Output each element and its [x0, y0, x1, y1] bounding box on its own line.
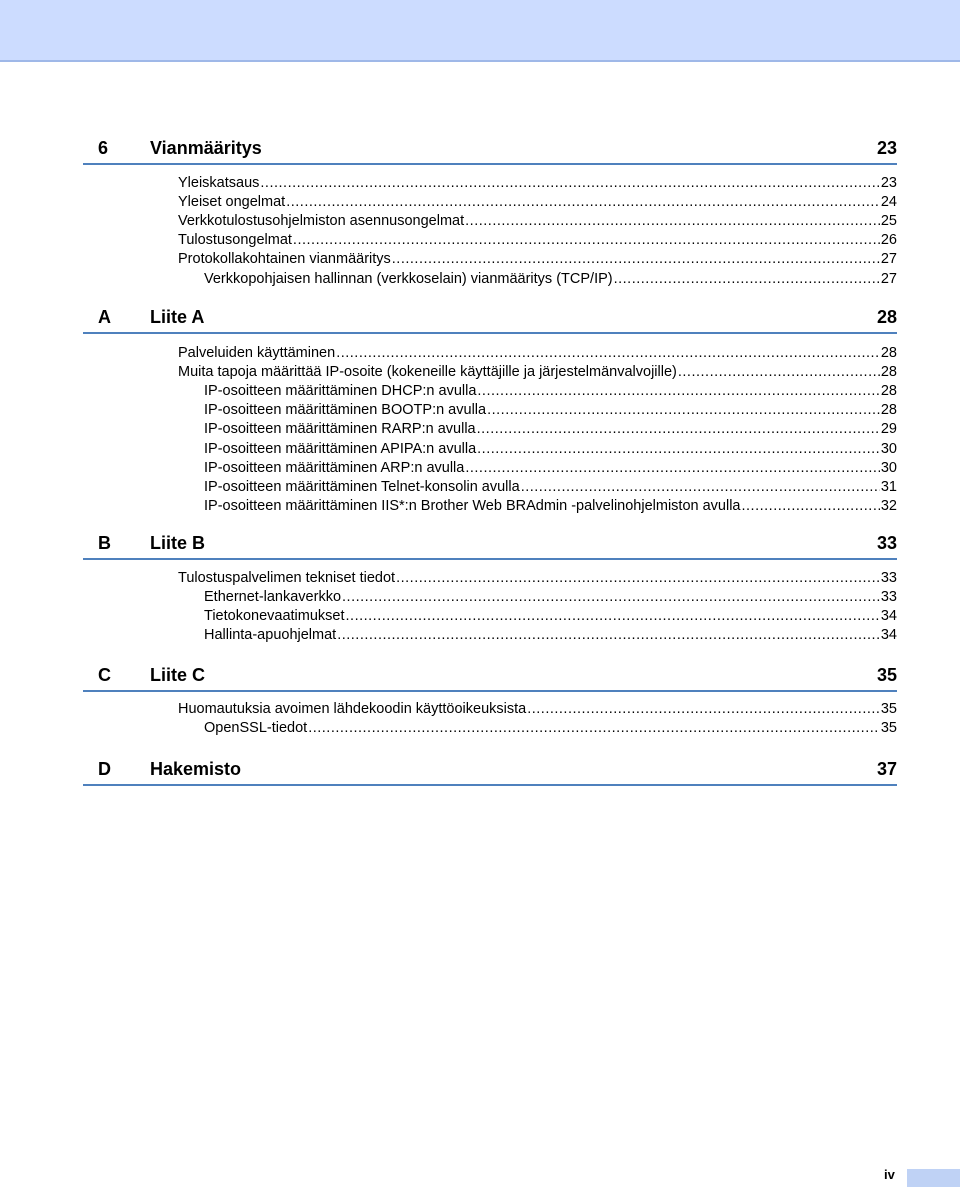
- dot-leader: [346, 608, 880, 625]
- toc-entry-page: 32: [880, 497, 897, 514]
- dot-leader: [678, 364, 880, 381]
- dot-leader: [465, 460, 880, 477]
- toc-entry-page: 28: [880, 383, 897, 400]
- chapter-page-number: 23: [876, 138, 897, 158]
- chapter-page-number: 35: [876, 665, 897, 685]
- toc-entry[interactable]: [204, 438, 897, 458]
- dot-leader: [337, 627, 880, 644]
- toc-entry-page: 26: [880, 232, 897, 249]
- chapter-heading[interactable]: [83, 660, 897, 692]
- toc-entry[interactable]: [204, 380, 897, 400]
- toc-entry-label: IP-osoitteen määrittäminen DHCP:n avulla: [204, 383, 477, 400]
- dot-leader: [392, 251, 880, 268]
- toc-entry-label: Ethernet-lankaverkko: [204, 589, 342, 606]
- toc-entry[interactable]: [204, 495, 897, 515]
- toc-entry[interactable]: [204, 457, 897, 477]
- chapter-heading[interactable]: [83, 302, 897, 334]
- toc-entry-label: IP-osoitteen määrittäminen APIPA:n avulla: [204, 440, 477, 457]
- dot-leader: [487, 402, 880, 419]
- toc-entry-page: 33: [880, 589, 897, 606]
- toc-entry[interactable]: [178, 191, 897, 211]
- toc-entry-page: 28: [880, 364, 897, 381]
- toc-entry-label: Huomautuksia avoimen lähdekoodin käyttöoikeuksista: [178, 701, 527, 717]
- toc-entry[interactable]: [178, 172, 897, 192]
- chapter-title: Liite A: [150, 307, 205, 327]
- toc-entry-label: IP-osoitteen määrittäminen RARP:n avulla: [204, 421, 476, 438]
- dot-leader: [477, 441, 880, 458]
- toc-entry[interactable]: [178, 342, 897, 362]
- toc-entry[interactable]: [178, 229, 897, 249]
- toc-entry[interactable]: [178, 698, 897, 718]
- dot-leader: [286, 194, 880, 211]
- toc-entry-label: OpenSSL-tiedot: [204, 720, 308, 737]
- toc-entry-label: Tietokonevaatimukset: [204, 608, 345, 625]
- dot-leader: [742, 498, 880, 515]
- chapter-heading[interactable]: [83, 754, 897, 786]
- dot-leader: [465, 213, 880, 230]
- toc-entry-label: IP-osoitteen määrittäminen Telnet-konsolin avulla: [204, 478, 520, 495]
- toc-entry-page: 24: [880, 194, 897, 211]
- chapter-number: D: [98, 759, 111, 779]
- toc-entry-page: 29: [880, 421, 897, 438]
- toc-entry-page: 31: [880, 478, 897, 495]
- toc-entry-label: Tulostusongelmat: [178, 232, 292, 249]
- dot-leader: [396, 570, 880, 587]
- dot-leader: [477, 421, 880, 438]
- dot-leader: [521, 479, 880, 496]
- toc-entry-label: IP-osoitteen määrittäminen BOOTP:n avulla: [204, 402, 487, 419]
- dot-leader: [260, 175, 879, 192]
- chapter-number: C: [98, 665, 111, 685]
- chapter-title: Hakemisto: [150, 759, 242, 779]
- chapter-number: B: [98, 533, 111, 553]
- toc-entry-page: 35: [880, 720, 897, 737]
- toc-entry-label: Muita tapoja määrittää IP-osoite (kokeneille käyttäjille ja järjestelmänvalvojille): [178, 364, 677, 381]
- toc-entry-page: 23: [880, 175, 897, 191]
- toc-entry[interactable]: [178, 248, 897, 268]
- toc-entry-page: 27: [880, 251, 897, 268]
- toc-entry[interactable]: [178, 210, 897, 230]
- chapter-page-number: 37: [876, 759, 897, 779]
- chapter-heading[interactable]: [83, 528, 897, 560]
- toc-entry-label: IP-osoitteen määrittäminen ARP:n avulla: [204, 459, 465, 476]
- toc-entry-page: 25: [880, 213, 897, 230]
- dot-leader: [336, 345, 880, 362]
- toc-entry-label: Protokollakohtainen vianmääritys: [178, 251, 391, 268]
- toc-entry-page: 30: [880, 459, 897, 476]
- toc-entry-label: Verkkotulostusohjelmiston asennusongelmat: [178, 213, 465, 230]
- chapter-page-number: 33: [876, 533, 897, 553]
- toc-entry[interactable]: [204, 717, 897, 737]
- toc-entry[interactable]: [204, 399, 897, 419]
- toc-entry-page: 35: [880, 701, 897, 717]
- toc-entry-label: IP-osoitteen määrittäminen IIS*:n Brother Web BRAdmin -palvelinohjelmiston avulla: [204, 497, 741, 514]
- toc-entry-label: Yleiskatsaus: [178, 175, 260, 191]
- toc-entry[interactable]: [204, 586, 897, 606]
- dot-leader: [527, 701, 880, 718]
- toc-entry[interactable]: [204, 605, 897, 625]
- chapter-page-number: 28: [876, 307, 897, 327]
- toc-entry-label: Hallinta-apuohjelmat: [204, 627, 337, 644]
- toc-entry-page: 28: [880, 402, 897, 419]
- page-number: iv: [884, 1167, 895, 1182]
- dot-leader: [477, 383, 879, 400]
- toc-entry[interactable]: [204, 476, 897, 496]
- toc-entry[interactable]: [204, 418, 897, 438]
- dot-leader: [342, 589, 880, 606]
- chapter-title: Vianmääritys: [150, 138, 262, 158]
- toc-entry-page: 28: [880, 345, 897, 361]
- toc-entry-page: 33: [880, 570, 897, 586]
- chapter-title: Liite C: [150, 665, 206, 685]
- toc-entry-label: Yleiset ongelmat: [178, 194, 286, 211]
- toc-entry[interactable]: [204, 268, 897, 288]
- chapter-number: A: [98, 307, 111, 327]
- chapter-title: Liite B: [150, 533, 206, 553]
- toc-entry[interactable]: [178, 567, 897, 587]
- toc-entry-page: 34: [880, 608, 897, 625]
- toc-entry[interactable]: [204, 624, 897, 644]
- toc-entry-page: 30: [880, 440, 897, 457]
- toc-entry-page: 34: [880, 627, 897, 644]
- chapter-heading[interactable]: [83, 133, 897, 165]
- toc-entry-page: 27: [880, 270, 897, 287]
- toc-entry[interactable]: [178, 361, 897, 381]
- toc-entry-label: Tulostuspalvelimen tekniset tiedot: [178, 570, 396, 586]
- chapter-number: 6: [98, 138, 109, 158]
- dot-leader: [308, 720, 880, 737]
- dot-leader: [614, 271, 880, 288]
- toc-entry-label: Palveluiden käyttäminen: [178, 345, 336, 361]
- footer-tab: [907, 1169, 960, 1187]
- toc-entry-label: Verkkopohjaisen hallinnan (verkkoselain) vianmääritys (TCP/IP): [204, 270, 613, 287]
- dot-leader: [293, 232, 880, 249]
